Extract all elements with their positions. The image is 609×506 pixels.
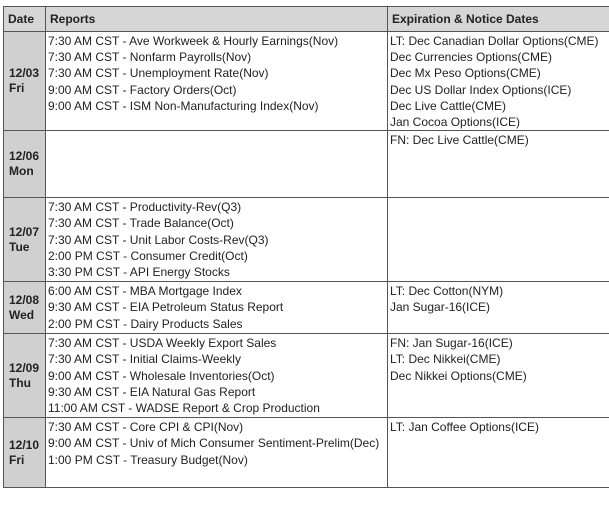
- report-item: 1:00 PM CST - Treasury Budget(Nov): [48, 452, 248, 467]
- day-row: [4, 131, 609, 198]
- date-column-header: Date: [4, 7, 46, 32]
- expiration-item: Jan Cocoa Options(ICE): [390, 114, 521, 129]
- date-label: 12/09: [9, 360, 40, 375]
- expiration-item: Dec Currencies Options(CME): [390, 50, 553, 65]
- expiration-item: LT: Dec Cotton(NYM): [390, 284, 504, 299]
- report-item: 9:00 AM CST - Factory Orders(Oct): [48, 82, 237, 97]
- weekday-label: Fri: [9, 81, 25, 96]
- day-row: [4, 282, 609, 334]
- report-item: 7:30 AM CST - Nonfarm Payrolls(Nov): [48, 50, 252, 65]
- expirations-cell: [388, 32, 609, 131]
- report-item: 6:00 AM CST - MBA Mortgage Index: [48, 284, 242, 299]
- day-row: [4, 418, 609, 488]
- date-cell: [4, 131, 46, 198]
- report-item: 3:30 PM CST - API Energy Stocks: [48, 264, 230, 279]
- report-item: 7:30 AM CST - Trade Balance(Oct): [48, 216, 234, 231]
- economic-calendar-table: [3, 6, 609, 488]
- day-row: [4, 334, 609, 418]
- weekday-label: Wed: [9, 307, 35, 322]
- weekday-label: Tue: [9, 239, 30, 254]
- reports-column-header: Reports: [46, 7, 388, 32]
- reports-cell: [46, 131, 388, 198]
- date-label: 12/10: [9, 437, 40, 452]
- date-cell: [4, 198, 46, 282]
- report-item: 7:30 AM CST - Initial Claims-Weekly: [48, 352, 241, 367]
- weekday-label: Fri: [9, 452, 25, 467]
- expiration-item: Jan Sugar-16(ICE): [390, 300, 491, 315]
- weekday-label: Thu: [9, 375, 31, 390]
- header-row: [4, 7, 609, 32]
- expirations-cell: [388, 131, 609, 198]
- report-item: 9:30 AM CST - EIA Natural Gas Report: [48, 384, 256, 399]
- expiration-item: FN: Jan Sugar-16(ICE): [390, 336, 513, 351]
- expirations-cell: [388, 334, 609, 418]
- calendar-body: [4, 32, 609, 488]
- day-row: [4, 32, 609, 131]
- expirations-cell: [388, 418, 609, 488]
- expiration-item: LT: Dec Nikkei(CME): [390, 352, 501, 367]
- reports-cell: [46, 32, 388, 131]
- reports-cell: [46, 418, 388, 488]
- weekday-label: Mon: [9, 164, 34, 179]
- date-cell: [4, 418, 46, 488]
- expirations-column-header: Expiration & Notice Dates: [388, 7, 609, 32]
- expiration-item: LT: Dec Canadian Dollar Options(CME): [390, 34, 599, 48]
- report-item: 7:30 AM CST - Productivity-Rev(Q3): [48, 200, 242, 215]
- expiration-item: Dec Mx Peso Options(CME): [390, 66, 541, 81]
- report-item: 2:00 PM CST - Consumer Credit(Oct): [48, 248, 248, 263]
- date-label: 12/03: [9, 66, 40, 81]
- expiration-item: LT: Jan Coffee Options(ICE): [390, 420, 539, 435]
- reports-cell: [46, 334, 388, 418]
- report-item: 11:00 AM CST - WADSE Report & Crop Production: [48, 400, 320, 415]
- expirations-cell: [388, 282, 609, 334]
- expirations-cell: [388, 198, 609, 282]
- report-item: 9:30 AM CST - EIA Petroleum Status Report: [48, 300, 284, 315]
- date-cell: [4, 282, 46, 334]
- report-item: 7:30 AM CST - Unemployment Rate(Nov): [48, 66, 269, 81]
- date-label: 12/08: [9, 292, 40, 307]
- expiration-item: FN: Dec Live Cattle(CME): [390, 133, 529, 148]
- date-cell: [4, 32, 46, 131]
- reports-cell: [46, 282, 388, 334]
- expiration-item: Dec Live Cattle(CME): [390, 98, 507, 113]
- report-item: 7:30 AM CST - Ave Workweek & Hourly Earnings(Nov): [48, 34, 339, 48]
- expiration-item: Dec Nikkei Options(CME): [390, 368, 527, 383]
- report-item: 2:00 PM CST - Dairy Products Sales: [48, 316, 243, 331]
- expiration-item: Dec US Dollar Index Options(ICE): [390, 82, 572, 97]
- report-item: 9:00 AM CST - Univ of Mich Consumer Sentiment-Prelim(Dec): [48, 436, 380, 451]
- report-item: 7:30 AM CST - USDA Weekly Export Sales: [48, 336, 277, 351]
- report-item: 9:00 AM CST - Wholesale Inventories(Oct): [48, 368, 275, 383]
- reports-cell: [46, 198, 388, 282]
- report-item: 9:00 AM CST - ISM Non-Manufacturing Index(Nov): [48, 98, 319, 113]
- report-item: 7:30 AM CST - Unit Labor Costs-Rev(Q3): [48, 232, 269, 247]
- report-item: 7:30 AM CST - Core CPI & CPI(Nov): [48, 420, 244, 435]
- date-label: 12/07: [9, 224, 40, 239]
- date-label: 12/06: [9, 149, 40, 164]
- date-cell: [4, 334, 46, 418]
- day-row: [4, 198, 609, 282]
